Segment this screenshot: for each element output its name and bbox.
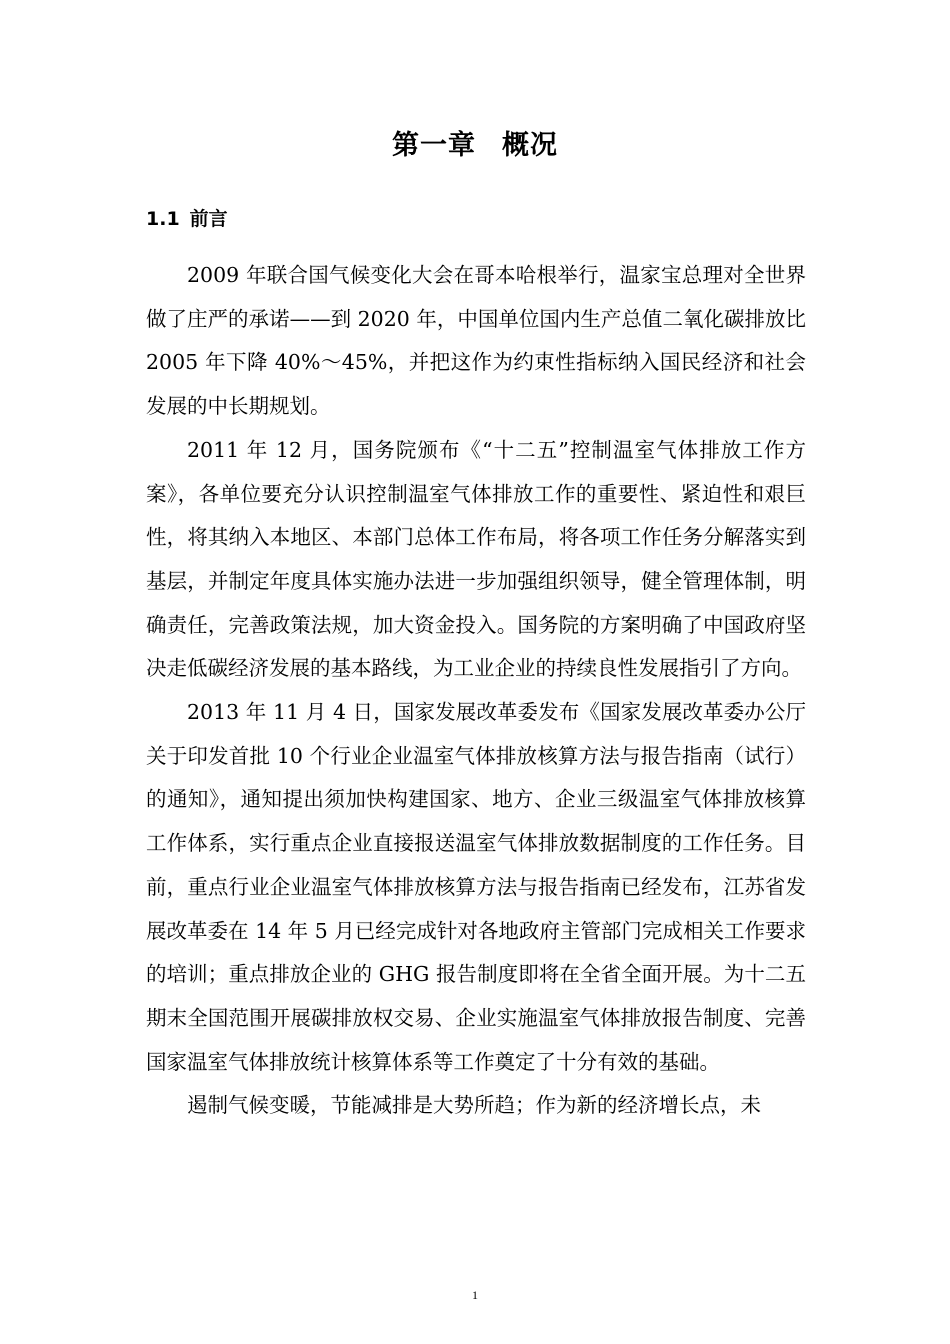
section-heading bbox=[146, 204, 228, 234]
chapter-title-text: 概况 bbox=[502, 130, 558, 161]
paragraph-1: 2009 年联合国气候变化大会在哥本哈根举行，温家宝总理对全世界做了庄严的承诺——到 2020 年，中国单位国内生产总值二氧化碳排放比 2005 年下降 40%～45%，并把这作为约束性指标纳入国民经济和社会发展的中长期规划。 bbox=[146, 263, 806, 419]
paragraph-4: 遏制气候变暖，节能减排是大势所趋；作为新的经济增长点，未 bbox=[187, 1093, 761, 1118]
body-text bbox=[146, 254, 806, 1128]
paragraph-2: 2011 年 12 月，国务院颁布《“十二五”控制温室气体排放工作方案》，各单位要充分认识控制温室气体排放工作的重要性、紧迫性和艰巨性，将其纳入本地区、本部门总体工作布局，将各项工作任务分解落实到基层，并制定年度具体实施办法进一步加强组织领导，健全管理体制，明确责任，完善政策法规，加大资金投入。国务院的方案明确了中国政府坚决走低碳经济发展的基本路线，为工业企业的持续良性发展指引了方向。 bbox=[146, 437, 806, 681]
page-number: 1 bbox=[472, 1288, 478, 1302]
chapter-title bbox=[0, 126, 950, 166]
paragraph-3: 2013 年 11 月 4 日，国家发展改革委发布《国家发展改革委办公厅关于印发首批 10 个行业企业温室气体排放核算方法与报告指南（试行）的通知》，通知提出须加快构建国家、地方、企业三级温室气体排放核算工作体系，实行重点企业直接报送温室气体排放数据制度的工作任务。目前，重点行业企业温室气体排放核算方法与报告指南已经发布，江苏省发展改革委在 14 年 5 月已经完成针对各地政府主管部门完成相关工作要求的培训；重点排放企业的 GHG 报告制度即将在全省全面开展。为十二五期末全国范围开展碳排放权交易、企业实施温室气体排放报告制度、完善国家温室气体排放统计核算体系等工作奠定了十分有效的基础。 bbox=[146, 700, 806, 1074]
section-title-text: 前言 bbox=[189, 208, 228, 230]
chapter-number-label: 第一章 bbox=[392, 130, 476, 161]
section-number: 1.1 bbox=[146, 208, 180, 230]
